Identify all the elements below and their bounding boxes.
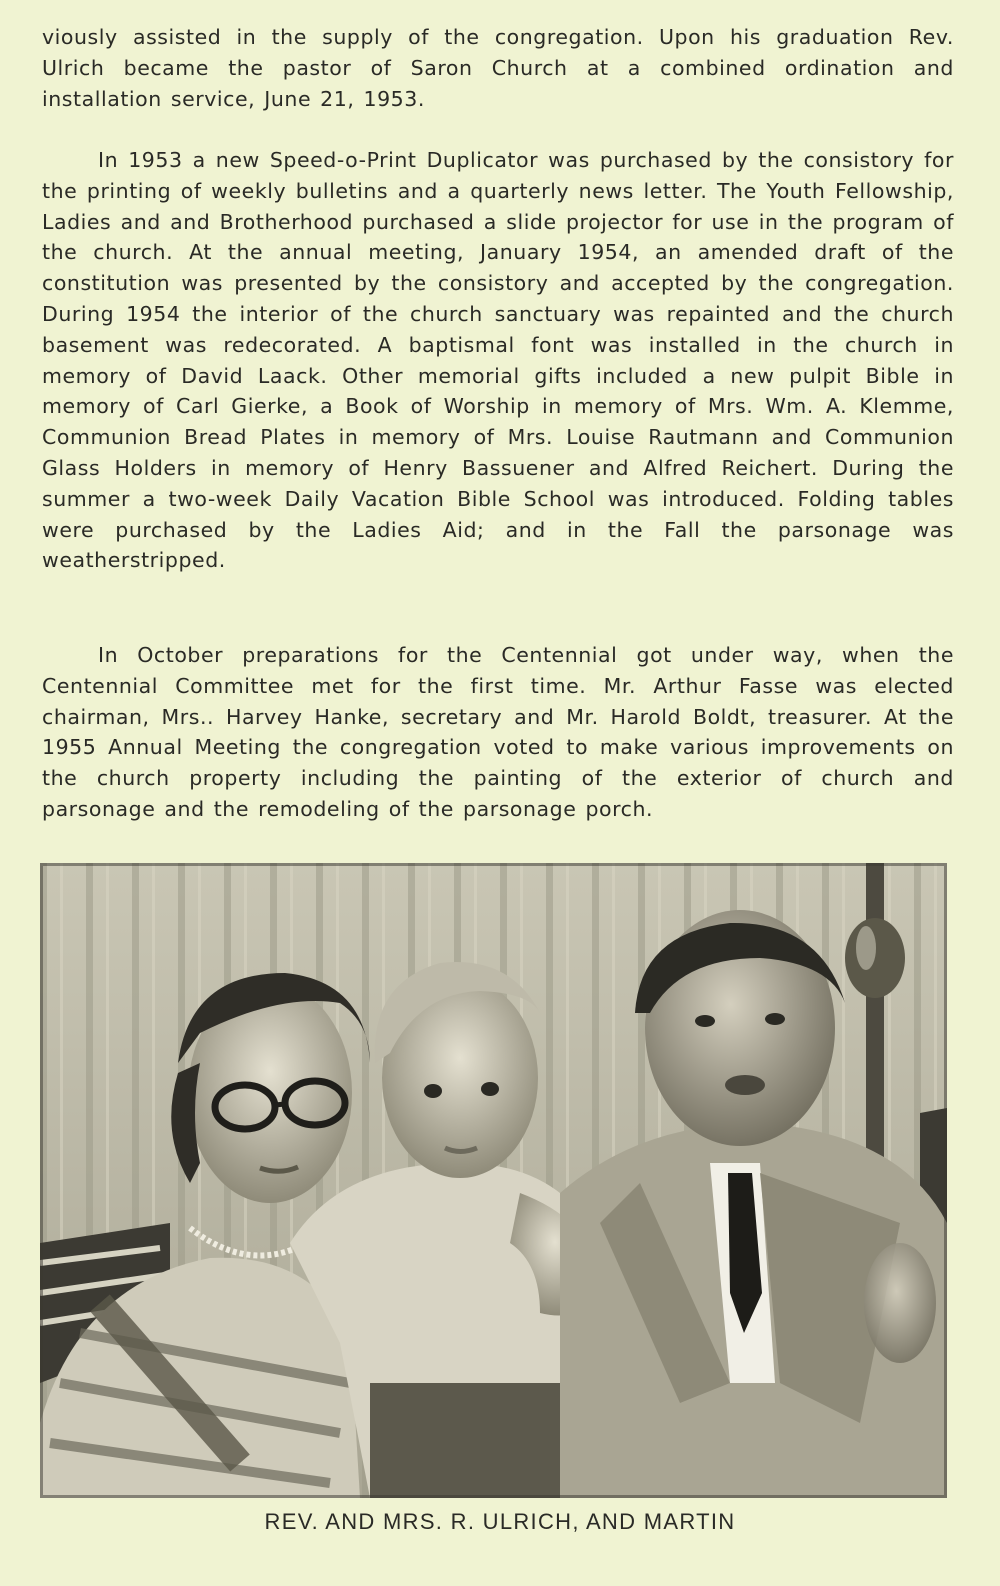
paragraph-ordination: viously assisted in the supply of the congregation. Upon his graduation Rev. Ulrich became the pastor of Saron Church at a combined ordination and installation service, June 21, 1953.: [42, 25, 954, 111]
photo-caption: REV. AND MRS. R. ULRICH, AND MARTIN: [264, 1509, 736, 1534]
family-portrait-photo: [40, 863, 947, 1498]
paragraph-centennial-preparations: In October preparations for the Centennial got under way, when the Centennial Committee met for the first time. Mr. Arthur Fasse was elected chairman, Mrs.. Harvey Hanke, secretary and Mr. Harold Boldt, treasurer. At the 1955 Annual Meeting the congregation voted to make various improvements on the church property including the painting of the exterior of church and parsonage and the remodeling of the parsonage porch.: [42, 643, 954, 821]
paragraph-1953-1954-events: In 1953 a new Speed-o-Print Duplicator was purchased by the consistory for the printing of weekly bulletins and a quarterly news letter. The Youth Fellowship, Ladies and and Brotherhood purchased a slide projector for use in the program of the church. At the annual meeting, January 1954, an amended draft of the constitution was presented by the consistory and accepted by the congregation. During 1954 the interior of the church sanctuary was repainted and the church basement was redecorated. A baptismal font was installed in the church in memory of David Laack. Other memorial gifts included a new pulpit Bible in memory of Carl Gierke, a Book of Worship in memory of Mrs. Wm. A. Klemme, Communion Bread Plates in memory of Mrs. Louise Rautmann and Communion Glass Holders in memory of Henry Bassuener and Alfred Reichert. During the summer a two-week Daily Vacation Bible School was introduced. Folding tables were purchased by the Ladies Aid; and in the Fall the parsonage was weatherstripped.: [42, 148, 954, 573]
